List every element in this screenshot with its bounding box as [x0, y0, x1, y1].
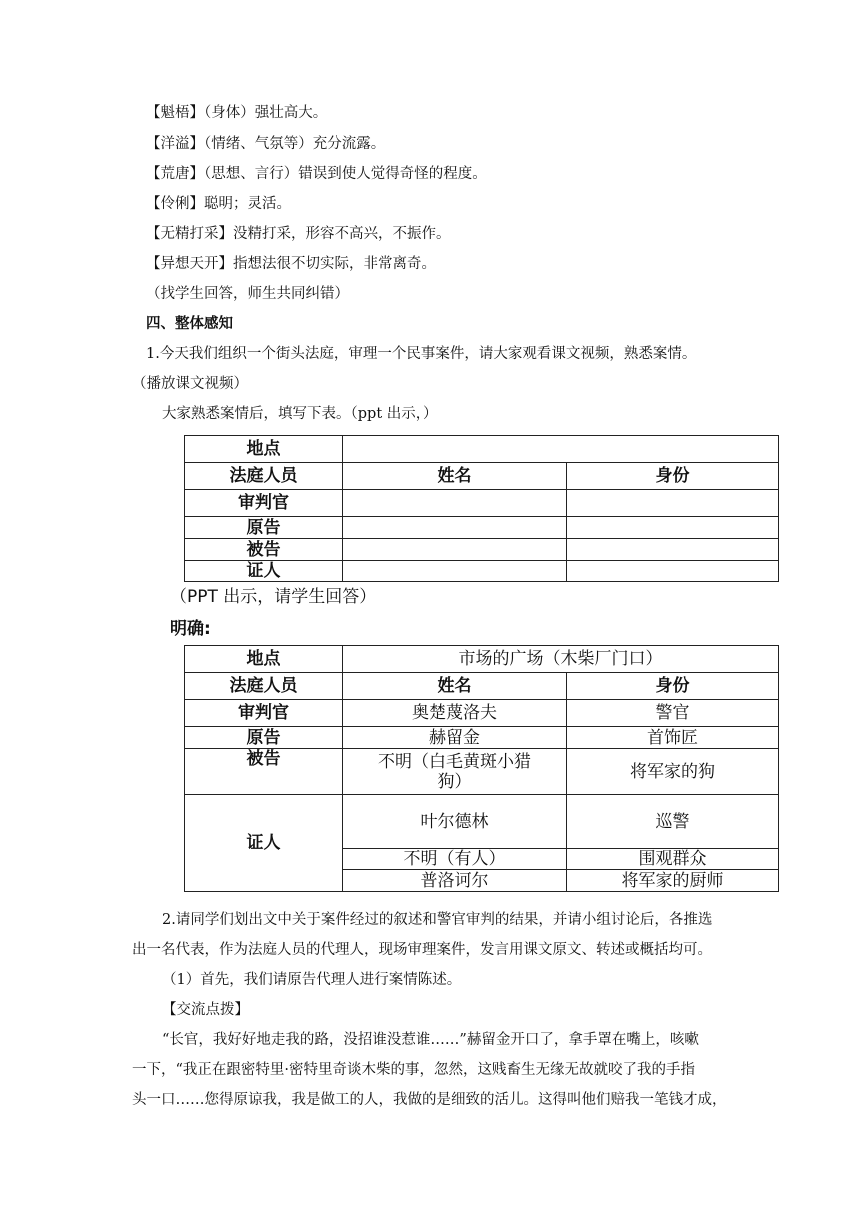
- paragraph-line: 2.请同学们划出文中关于案件经过的叙述和警官审判的结果，并请小组讨论后，各推选: [162, 912, 713, 928]
- table-cell: [567, 490, 779, 517]
- table-cell: 身份: [567, 463, 779, 490]
- paragraph-line: 【交流点拨】: [162, 1002, 249, 1018]
- vocab-term: 【洋溢】: [146, 136, 204, 152]
- table-cell: [343, 436, 779, 463]
- table-cell: 法庭人员: [185, 463, 343, 490]
- table-cell: [343, 561, 567, 582]
- table-cell: [567, 517, 779, 539]
- table-cell: 叶尔德林: [343, 795, 567, 849]
- table-cell: 身份: [567, 673, 779, 700]
- table-cell: 将军家的狗: [567, 749, 779, 795]
- table-cell: [343, 539, 567, 561]
- vocab-term: 【荒唐】: [146, 166, 204, 182]
- vocab-def: （情绪、气氛等）充分流露。: [204, 136, 386, 152]
- section-heading: 四、整体感知: [146, 315, 233, 332]
- vocab-term: 【伶俐】: [146, 196, 204, 212]
- paragraph-line: （1）首先，我们请原告代理人进行案情陈述。: [162, 972, 462, 988]
- table-cell: 原告: [185, 517, 343, 539]
- table-cell: [567, 539, 779, 561]
- vocab-term: 【异想天开】: [146, 256, 233, 272]
- vocab-def: 指想法很不切实际，非常离奇。: [233, 256, 436, 272]
- table-cell: 警官: [567, 700, 779, 727]
- table-cell: 普洛诃尔: [343, 870, 567, 892]
- answer-label: 明确:: [170, 619, 211, 639]
- vocab-term: 【魁梧】: [146, 105, 204, 121]
- table-cell: 不明（白毛黄斑小猎狗）: [343, 749, 567, 795]
- table-cell: 被告: [185, 539, 343, 561]
- vocab-def: 没精打采，形容不高兴，不振作。: [233, 226, 451, 242]
- paragraph-line: （播放课文视频）: [132, 376, 248, 392]
- table-cell: 法庭人员: [185, 673, 343, 700]
- table-cell: 证人: [185, 561, 343, 582]
- vocab-line: [146, 254, 436, 274]
- table-cell: 首饰匠: [567, 727, 779, 749]
- paragraph-line: 大家熟悉案情后，填写下表。（ppt 出示，）: [162, 406, 438, 422]
- table-cell: 不明（有人）: [343, 849, 567, 870]
- paragraph-line: “长官，我好好地走我的路，没招谁没惹谁……”赫留金开口了，拿手罩在嘴上，咳嗽: [162, 1032, 699, 1048]
- paragraph-line: 1.今天我们组织一个街头法庭，审理一个民事案件，请大家观看课文视频，熟悉案情。: [146, 346, 697, 362]
- vocab-line: [146, 134, 385, 154]
- table-cell: 姓名: [343, 673, 567, 700]
- vocab-line: [146, 224, 451, 244]
- table-cell: 姓名: [343, 463, 567, 490]
- table-cell: 被告: [185, 749, 343, 795]
- vocab-line: [146, 164, 487, 184]
- table-caption: （PPT 出示，请学生回答）: [170, 587, 377, 607]
- table-cell: [343, 517, 567, 539]
- table-cell: 市场的广场（木柴厂门口）: [343, 646, 779, 673]
- table-cell: 围观群众: [567, 849, 779, 870]
- table-cell: [567, 561, 779, 582]
- paragraph-line: 出一名代表，作为法庭人员的代理人，现场审理案件，发言用课文原文、转述或概括均可。: [132, 942, 712, 958]
- table-cell: 原告: [185, 727, 343, 749]
- table-cell: 审判官: [185, 700, 343, 727]
- table-cell: 巡警: [567, 795, 779, 849]
- table-cell: 证人: [185, 795, 343, 892]
- vocab-line: [146, 194, 291, 214]
- vocab-line: [146, 103, 327, 123]
- answer-table: [184, 645, 779, 892]
- table-cell: 地点: [185, 436, 343, 463]
- table-cell: 将军家的厨师: [567, 870, 779, 892]
- table-cell: 地点: [185, 646, 343, 673]
- table-cell: [343, 490, 567, 517]
- vocab-def: （思想、言行）错误到使人觉得奇怪的程度。: [204, 166, 487, 182]
- paragraph-line: 头一口……您得原谅我，我是做工的人，我做的是细致的活儿。这得叫他们赔我一笔钱才成，: [132, 1092, 727, 1108]
- table-cell: 审判官: [185, 490, 343, 517]
- vocab-def: 聪明；灵活。: [204, 196, 291, 212]
- vocab-term: 【无精打采】: [146, 226, 233, 242]
- table-cell: 赫留金: [343, 727, 567, 749]
- blank-form-table: [184, 435, 779, 582]
- note-line: （找学生回答，师生共同纠错）: [146, 286, 349, 302]
- vocab-def: （身体）强壮高大。: [204, 105, 328, 121]
- paragraph-line: 一下，“我正在跟密特里·密特里奇谈木柴的事，忽然，这贱畜生无缘无故就咬了我的手指: [132, 1062, 696, 1078]
- table-cell: 奥楚蔑洛夫: [343, 700, 567, 727]
